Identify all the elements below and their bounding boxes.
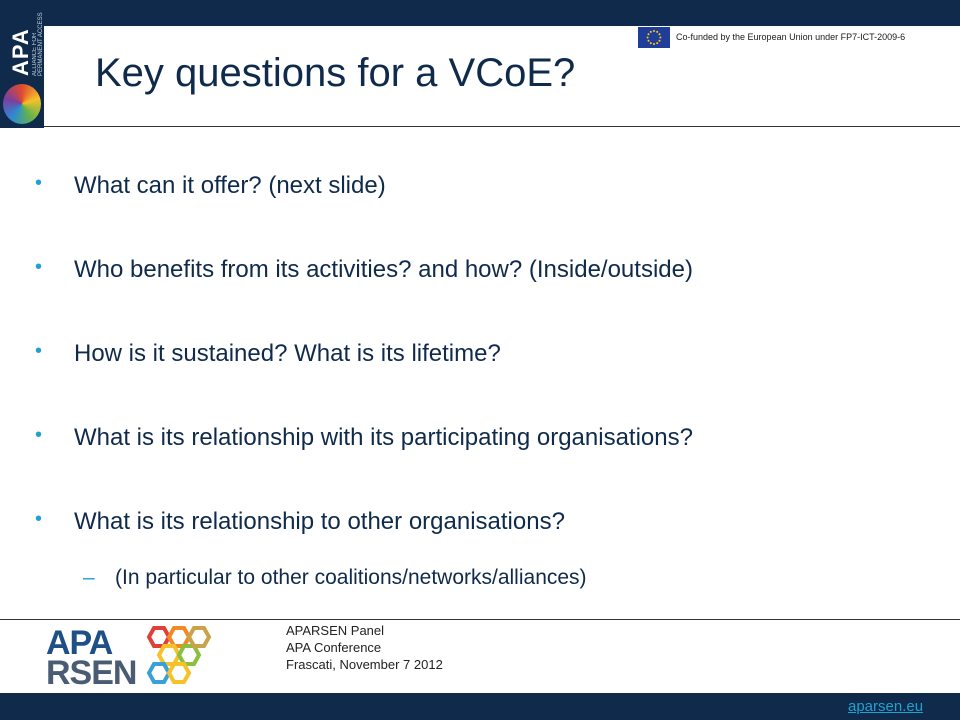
apa-side-logo (0, 0, 44, 128)
bullet-text: Who benefits from its activities? and how? (Inside/outside) (74, 256, 693, 283)
apa-mosaic-icon (3, 84, 41, 124)
bullet-marker: • (35, 340, 43, 362)
footer-divider (0, 619, 960, 620)
bullet-text: What is its relationship to other organisations? (74, 508, 565, 535)
bullet-text: What is its relationship with its participating organisations? (74, 424, 693, 451)
funding-note: Co-funded by the European Union under FP7-ICT-2009-6 (676, 32, 906, 42)
footer-line-panel: APARSEN Panel (286, 623, 385, 638)
aparsen-logo-top: APA (46, 624, 113, 662)
aparsen-logo-bottom: RSEN (46, 654, 137, 692)
bullet-marker: • (35, 424, 43, 446)
top-bar (0, 0, 960, 26)
sub-bullet-marker: – (83, 566, 95, 589)
bullet-marker: • (35, 256, 43, 278)
footer-line-date: Frascati, November 7 2012 (286, 657, 443, 672)
bullet-marker: • (35, 172, 43, 194)
website-link[interactable]: aparsen.eu (848, 699, 924, 715)
footer-info (286, 622, 443, 673)
apa-side-logo-subtext: ALLIANCE FOR PERMANENT ACCESS (32, 12, 44, 76)
eu-flag-icon (638, 27, 670, 48)
bullet-text: What can it offer? (next slide) (74, 172, 386, 199)
bottom-bar (0, 693, 960, 720)
apa-side-logo-text: APA (8, 28, 33, 76)
bullet-text: How is it sustained? What is its lifetime? (74, 340, 501, 367)
hexagon-cluster-icon (142, 624, 222, 690)
footer-line-conference: APA Conference (286, 640, 382, 655)
aparsen-logo (44, 624, 224, 692)
sub-bullet-text: (In particular to other coalitions/networks/alliances) (115, 566, 587, 589)
slide-title: Key questions for a VCoE? (95, 51, 576, 95)
header-divider (44, 126, 960, 127)
bullet-marker: • (35, 508, 43, 530)
